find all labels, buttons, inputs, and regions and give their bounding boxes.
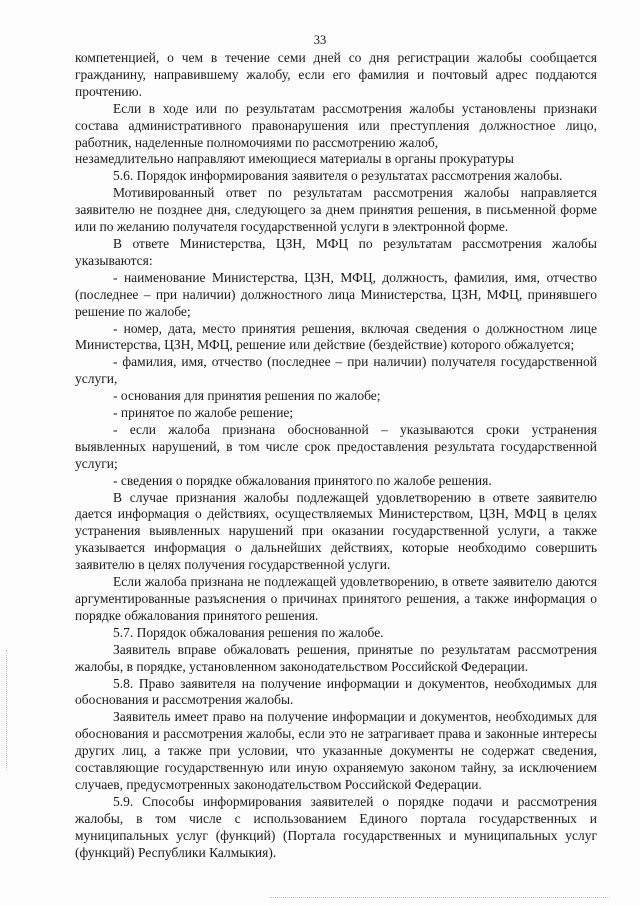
paragraph: В ответе Министерства, ЦЗН, МФЦ по результатам рассмотрения жалобы указываются:	[75, 235, 597, 268]
list-item: - сведения о порядке обжалования принятого по жалобе решения.	[113, 472, 492, 488]
paragraph: незамедлительно направляют имеющиеся материалы в органы прокуратуры	[75, 151, 514, 167]
paragraph: Заявитель имеет право на получение информации и документов, необходимых для обоснования и рассмотрения жалобы, если это не затрагивает права и законные интересы других лиц, а также при условии, что указанные документы не содержат сведения, составляющие государственную или иную охраняемую законом тайну, за исключением случаев, предусмотренных законодательством Российской Федерации.	[75, 709, 597, 792]
list-item: - фамилия, имя, отчество (последнее – при наличии) получателя государственной услуги,	[75, 354, 597, 387]
section-heading: 5.9. Способы информирования заявителей о порядке подачи и рассмотрения жалобы, в том числе с использованием Единого портала государственных и муниципальных услуг (функций) (Портала государственных и муниципальных услуг (функций) Республики Калмыкия).	[75, 793, 597, 860]
scan-edge-mark	[6, 650, 8, 770]
page-body	[75, 50, 597, 862]
scan-bottom-mark	[270, 897, 610, 899]
list-item: - если жалоба признана обоснованной – указываются сроки устранения выявленных нарушений, в том числе срок предоставления результата государственной услуги;	[75, 421, 597, 471]
section-heading: 5.6. Порядок информирования заявителя о результатах рассмотрения жалобы.	[113, 168, 563, 184]
list-item: - принятое по жалобе решение;	[113, 405, 294, 421]
paragraph: Заявитель вправе обжаловать решения, принятые по результатам рассмотрения жалобы, в порядке, установленном законодательством Российской Федерации.	[75, 641, 597, 674]
paragraph: компетенцией, о чем в течение семи дней со дня регистрации жалобы сообщается гражданину, направившему жалобу, если его фамилия и почтовый адрес поддаются прочтению.	[75, 50, 597, 99]
page-number: 33	[313, 33, 327, 47]
list-item: - номер, дата, место принятия решения, включая сведения о должностном лице Министерства, ЦЗН, МФЦ, решение или действие (бездействие) которого обжалуется;	[75, 320, 597, 353]
list-item: - основания для принятия решения по жалобе;	[113, 388, 381, 404]
paragraph: В случае признания жалобы подлежащей удовлетворению в ответе заявителю дается информация о действиях, осуществляемых Министерством, ЦЗН, МФЦ в целях устранения выявленных нарушений при оказании государственной услуги, а также указывается информация о дальнейших действиях, которые необходимо совершить заявителю в целях получения государственной услуги.	[75, 489, 597, 573]
section-heading: 5.8. Право заявителя на получение информации и документов, необходимых для обоснования и рассмотрения жалобы.	[75, 675, 597, 708]
paragraph: Если жалоба признана не подлежащей удовлетворению, в ответе заявителю даются аргументированные разъяснения о причинах принятого решения, а также информация о порядке обжалования принятого решения.	[75, 574, 597, 623]
section-heading: 5.7. Порядок обжалования решения по жалобе.	[113, 624, 384, 640]
list-item: - наименование Министерства, ЦЗН, МФЦ, должность, фамилия, имя, отчество (последнее – при наличии) должностного лица Министерства, ЦЗН, МФЦ, принявшего решение по жалобе;	[75, 269, 597, 319]
paragraph: Если в ходе или по результатам рассмотрения жалобы установлены признаки состава административного правонарушения или преступления должностное лицо, работник, наделенные полномочиями по рассмотрению жалоб,	[75, 100, 597, 150]
paragraph: Мотивированный ответ по результатам рассмотрения жалобы направляется заявителю не позднее дня, следующего за днем принятия решения, в письменной форме или по желанию получателя государственной услуги в электронной форме.	[75, 185, 597, 235]
